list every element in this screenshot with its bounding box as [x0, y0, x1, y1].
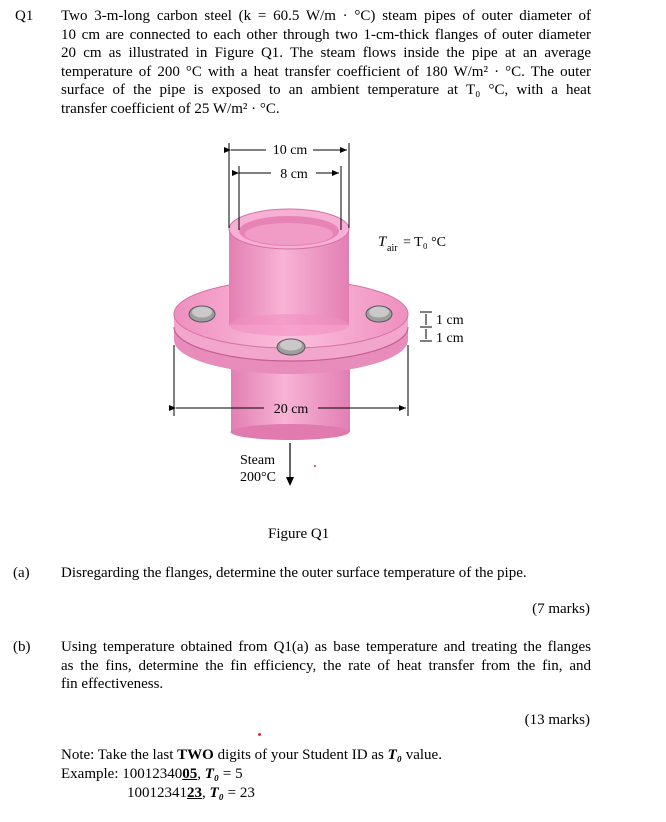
note-middle: digits of your Student ID as [213, 747, 388, 763]
example-1-digits: 05 [182, 766, 198, 782]
note-bold: TWO [177, 747, 214, 763]
part-a-label: (a) [13, 565, 30, 581]
bolt-front [277, 339, 305, 355]
note-symbol: T₀ [387, 747, 402, 763]
intro-line-1: Two 3-m-long carbon steel (k = 60.5 W/m · °C) steam pipes of outer diameter of [61, 8, 591, 24]
figure-caption: Figure Q1 [268, 526, 330, 542]
label-air-eq: = T₀ °C [403, 235, 447, 250]
label-thickness-top: 1 cm [436, 313, 464, 328]
example-1-main: 10012340 [122, 766, 183, 782]
note-line [61, 746, 442, 765]
upper-pipe [229, 209, 349, 336]
part-b-line-1: Using temperature obtained from Q1(a) as base temperature and treating the flanges [61, 639, 591, 655]
label-flange-diameter: 20 cm [273, 402, 309, 417]
part-b-line-3: fin effectiveness. [61, 676, 164, 692]
label-steam-temp: 200°C [240, 470, 276, 485]
label-air-sub: air [387, 243, 398, 254]
example-2-digits: 23 [187, 785, 202, 801]
part-b-text [61, 638, 591, 694]
note-suffix: value. [401, 747, 442, 763]
note-prefix: Note: Take the last [61, 747, 178, 763]
label-steam: Steam [240, 453, 275, 468]
label-thickness-bottom: 1 cm [436, 331, 464, 346]
example-line-2 [127, 784, 255, 803]
label-outer-diameter: 10 cm [272, 143, 308, 158]
bolt-left [189, 306, 215, 322]
example-2-symbol: T₀ [209, 785, 224, 801]
intro-line-4: temperature of 200 °C with a heat transfer coefficient of 180 W/m² · °C. The outer [61, 63, 591, 80]
dimension-thickness [420, 312, 432, 341]
part-a-text: Disregarding the flanges, determine the outer surface temperature of the pipe. [61, 565, 527, 581]
label-air-t: T [378, 234, 387, 250]
example-1-symbol: T₀ [204, 766, 220, 782]
intro-line-5: surface of the pipe is exposed to an ambient temperature at T₀ °C, with a heat [61, 82, 591, 98]
example-1-sep: , [197, 766, 205, 782]
label-inner-diameter: 8 cm [280, 167, 308, 182]
example-line-1 [61, 765, 243, 784]
intro-line-6: transfer coefficient of 25 W/m² · °C. [61, 100, 280, 117]
stray-mark [258, 733, 261, 736]
example-2-main: 10012341 [127, 785, 187, 801]
example-2-sep: , [202, 785, 210, 801]
steam-arrow [286, 443, 294, 486]
intro-line-2: 10 cm are connected to each other through two 1-cm-thick flanges of outer diameter [61, 26, 591, 43]
part-a-marks: (7 marks) [532, 601, 590, 617]
question-number: Q1 [15, 8, 34, 24]
bolt-right [366, 306, 392, 322]
example-1-eq: = 5 [219, 766, 243, 782]
part-b-label: (b) [13, 639, 31, 655]
example-2-eq: = 23 [223, 785, 255, 801]
example-label: Example: [61, 766, 123, 782]
part-b-marks: (13 marks) [524, 712, 590, 728]
intro-line-3: 20 cm as illustrated in Figure Q1. The steam flows inside the pipe at an average [61, 45, 591, 61]
part-b-line-2: as the fins, determine the fin efficiency, the rate of heat transfer from the fin, and [61, 657, 591, 674]
